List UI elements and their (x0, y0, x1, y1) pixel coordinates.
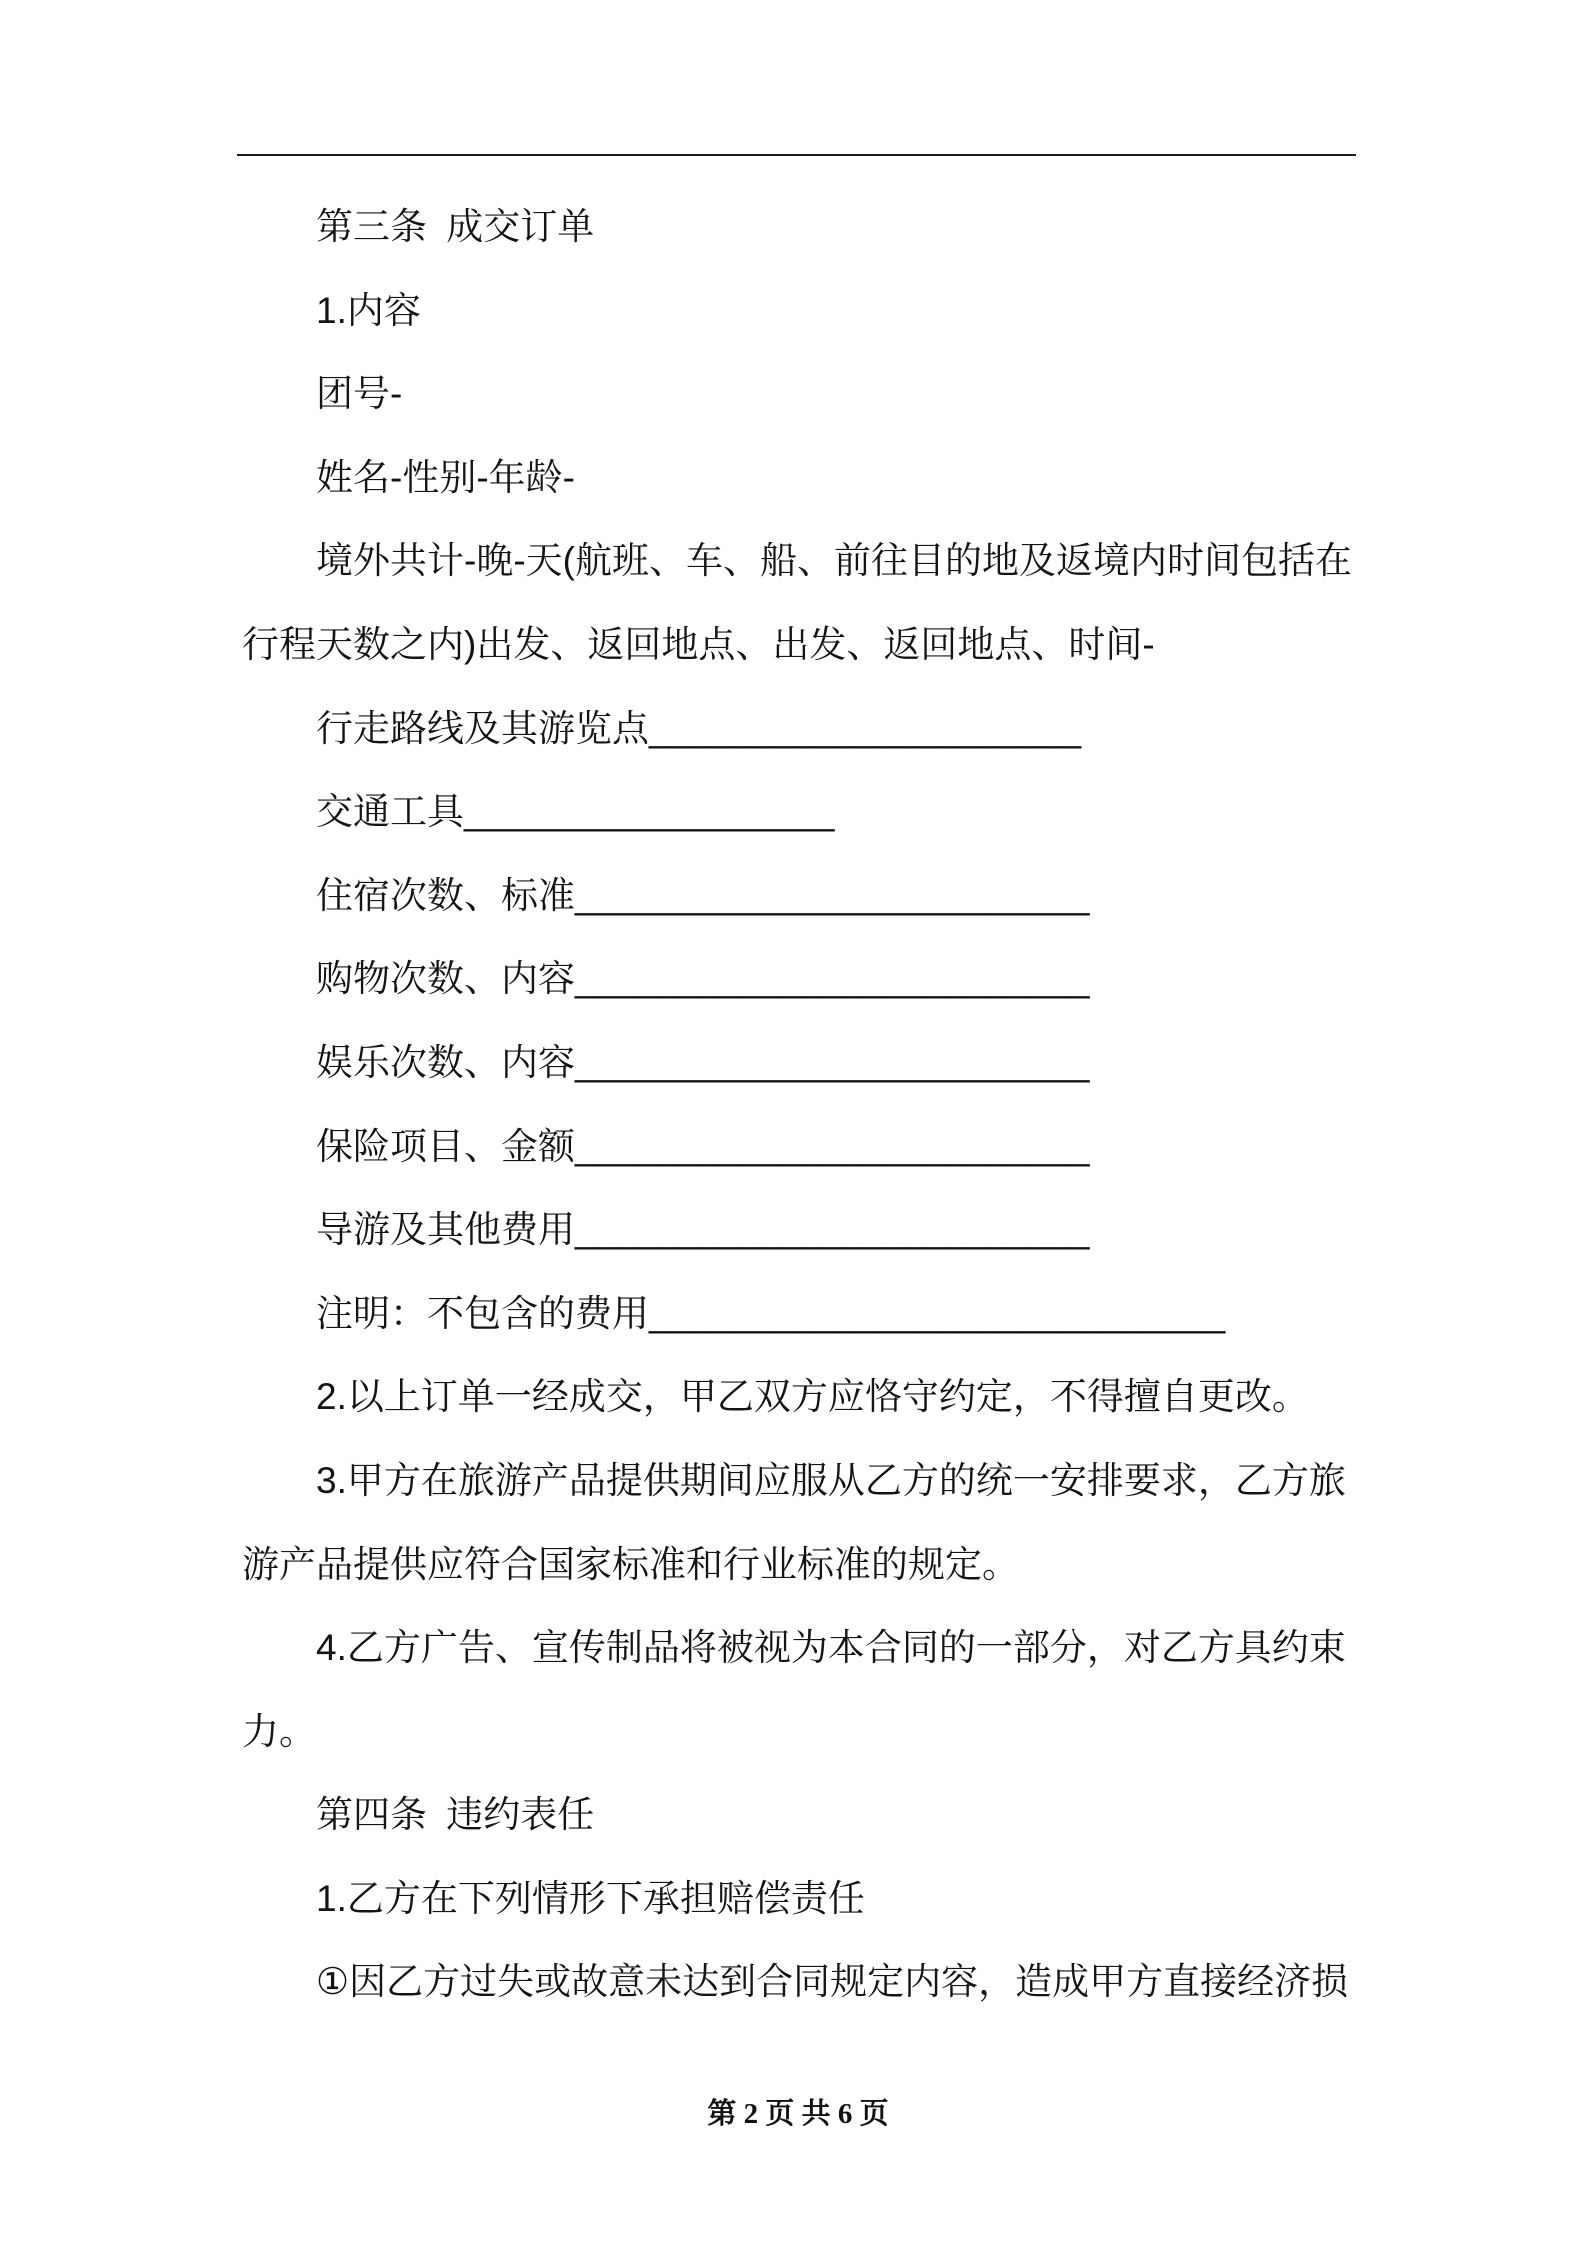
group-number-line: 团号- (316, 373, 403, 415)
page-number: 第 2 页 共 6 页 (707, 2098, 889, 2130)
article-3-item-1-title: 1.内容 (316, 289, 421, 331)
itinerary-line-1: 境外共计-晚-天(航班、车、船、前往目的地及返境内时间包括在 (316, 540, 1352, 582)
field-label: 交通工具 (316, 791, 464, 833)
article-3-item-4-line-1: 4.乙方广告、宣传制品将被视为本合同的一部分，对乙方具约束 (316, 1627, 1346, 1669)
article-3-item-3-line-1: 3.甲方在旅游产品提供期间应服从乙方的统一安排要求，乙方旅 (316, 1459, 1346, 1501)
field-label: 注明：不包含的费用 (316, 1292, 649, 1334)
field-label: 保险项目、金额 (316, 1125, 575, 1167)
blank-underline: _________________________ (575, 874, 1090, 916)
field-transport (242, 770, 1356, 854)
name-gender-age-line: 姓名-性别-年龄- (316, 456, 575, 498)
blank-underline: ____________________________ (649, 1292, 1226, 1334)
blank-underline: _________________________ (575, 1209, 1090, 1251)
field-entertainment (242, 1021, 1356, 1105)
field-guide-fees (242, 1188, 1356, 1272)
article-3-item-3-line-2: 游产品提供应符合国家标准和行业标准的规定。 (242, 1543, 1019, 1585)
field-label: 娱乐次数、内容 (316, 1041, 575, 1083)
article-4-item-1-title: 1.乙方在下列情形下承担赔偿责任 (316, 1877, 865, 1919)
article-4-clause-1-line-1: ①因乙方过失或故意未达到合同规定内容，造成甲方直接经济损 (316, 1961, 1349, 2003)
blank-underline: _________________________ (575, 958, 1090, 1000)
field-route-and-sights (242, 687, 1356, 771)
article-3-item-4-line-2: 力。 (242, 1710, 316, 1752)
field-label: 购物次数、内容 (316, 958, 575, 1000)
blank-underline: _________________________ (575, 1125, 1090, 1167)
blank-underline: __________________ (464, 791, 835, 833)
blank-underline: _________________________ (575, 1041, 1090, 1083)
article-3-item-2: 2.以上订单一经成交，甲乙双方应恪守约定，不得擅自更改。 (316, 1376, 1309, 1418)
field-accommodation (242, 854, 1356, 938)
article-4-heading: 第四条 违约表任 (316, 1794, 595, 1836)
field-label: 行走路线及其游览点 (316, 707, 649, 749)
field-excluded-fees (242, 1272, 1356, 1356)
document-body (242, 185, 1356, 2024)
field-label: 住宿次数、标准 (316, 874, 575, 916)
itinerary-line-2: 行程天数之内)出发、返回地点、出发、返回地点、时间- (242, 623, 1155, 665)
header-rule (237, 154, 1356, 156)
blank-underline: _____________________ (649, 707, 1082, 749)
article-3-heading: 第三条 成交订单 (316, 206, 595, 247)
field-insurance (242, 1105, 1356, 1189)
field-shopping (242, 937, 1356, 1021)
field-label: 导游及其他费用 (316, 1209, 575, 1251)
